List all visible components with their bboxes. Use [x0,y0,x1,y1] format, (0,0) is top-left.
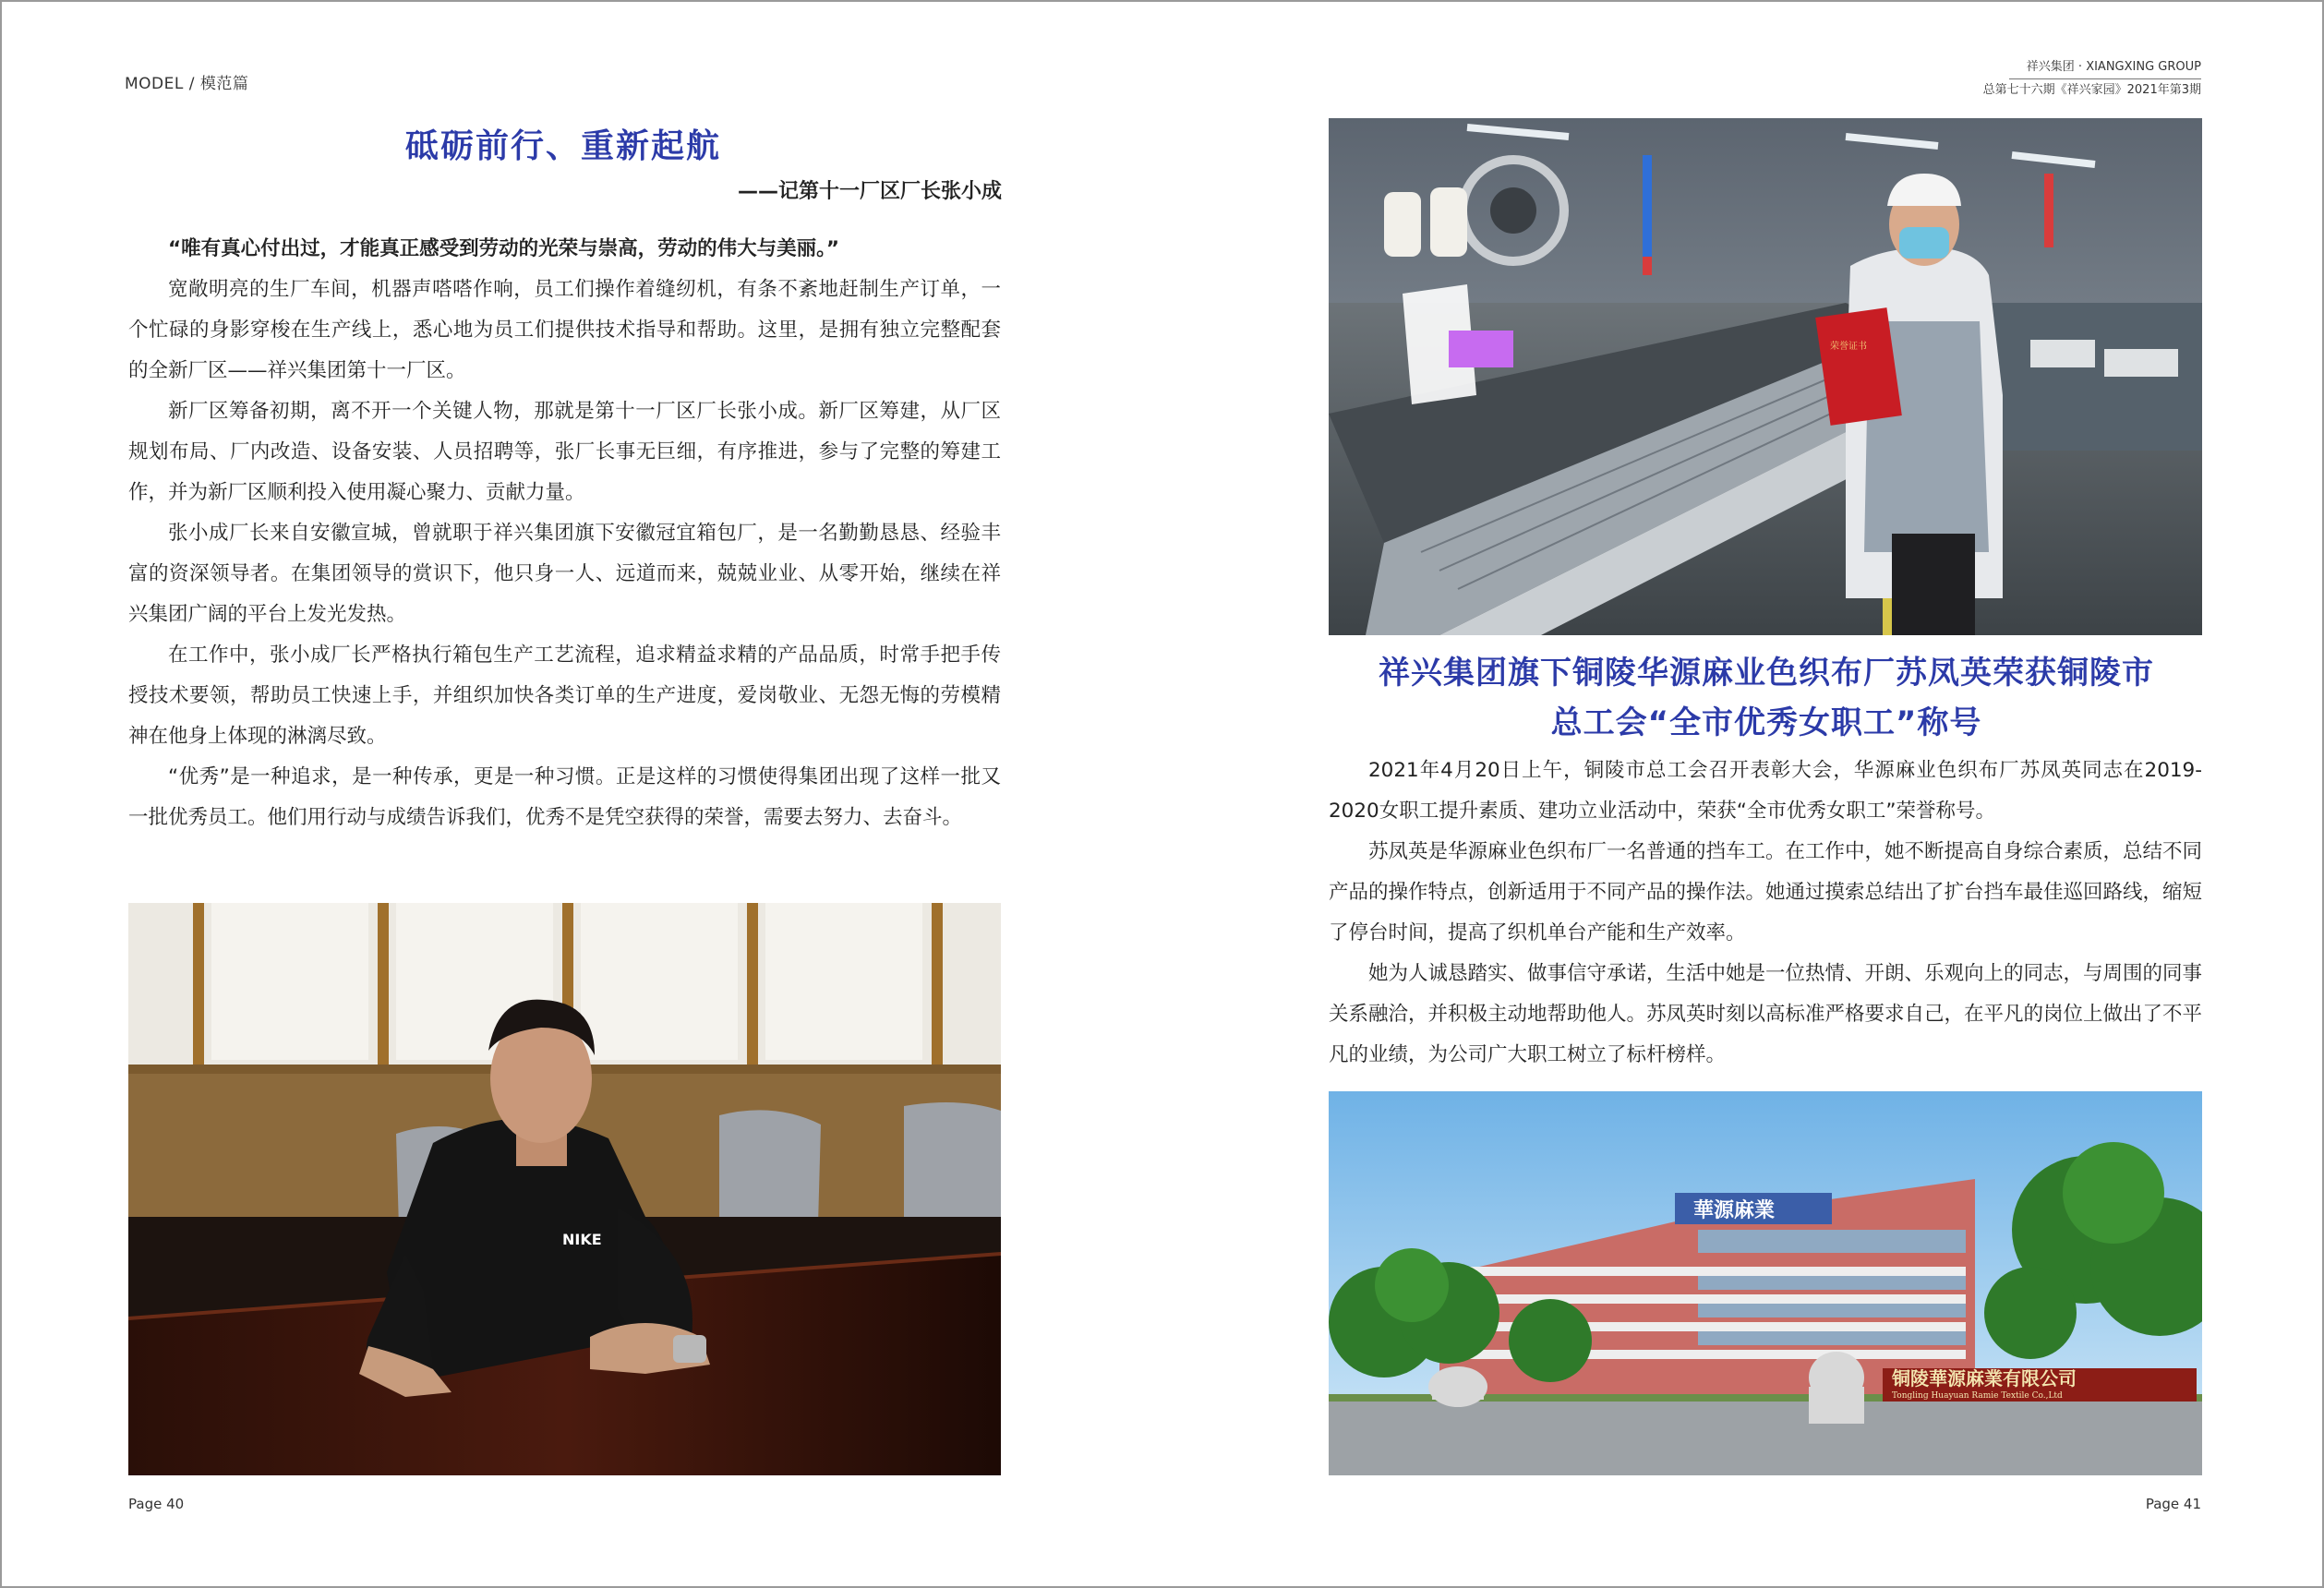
company-sign-en: Tongling Huayuan Ramie Textile Co.,Ltd [1892,1391,2063,1401]
article-body [128,229,1001,838]
article-paragraph: 新厂区筹备初期，离不开一个关键人物，那就是第十一厂区厂长张小成。新厂区筹建，从厂区规划布局、厂内改造、设备安装、人员招聘等，张厂长事无巨细，有序推进，参与了完整的筹建工作，并为新厂区顺利投入使用凝心聚力、贡献力量。 [128,400,1001,504]
section-label: MODEL / 模范篇 [125,75,249,93]
article-paragraph: 宽敞明亮的生厂车间，机器声嗒嗒作响，员工们操作着缝纫机，有条不紊地赶制生产订单，一个忙碌的身影穿梭在生产线上，悉心地为员工们提供技术指导和帮助。这里，是拥有独立完整配套的全新厂区——祥兴集团第十一厂区。 [128,278,1001,382]
article-subtitle: ——记第十一厂区厂长张小成 [737,180,1002,203]
building-sign: 華源麻業 [1693,1199,1776,1222]
header-rule [2009,78,2201,79]
brand-label: 祥兴集团 · XIANGXING GROUP [2026,60,2201,74]
issue-label: 总第七十六期《祥兴家园》2021年第3期 [1982,83,2201,97]
news-paragraph: 2021年4月20日上午，铜陵市总工会召开表彰大会，华源麻业色织布厂苏凤英同志在2019-2020女职工提升素质、建功立业活动中，荣获“全市优秀女职工”荣誉称号。 [1329,759,2202,823]
article-quote: “唯有真心付出过，才能真正感受到劳动的光荣与崇高，劳动的伟大与美丽。” [168,237,840,260]
company-building-photo [1329,1091,2202,1475]
article-paragraph: “优秀”是一种追求，是一种传承，更是一种习惯。正是这样的习惯使得集团出现了这样一批又一批优秀员工。他们用行动与成绩告诉我们，优秀不是凭空获得的荣誉，需要去努力、去奋斗。 [128,765,1001,829]
news-paragraph: 她为人诚恳踏实、做事信守承诺，生活中她是一位热情、开朗、乐观向上的同志，与周围的同事关系融洽，并积极主动地帮助他人。苏凤英时刻以高标准严格要求自己，在平凡的岗位上做出了不平凡的业绩，为公司广大职工树立了标杆榜样。 [1329,962,2203,1066]
article-title: 砥砺前行、重新起航 [404,127,721,165]
page-number: Page 40 [128,1496,185,1512]
news-body [1329,751,2202,1076]
article-paragraph: 在工作中，张小成厂长严格执行箱包生产工艺流程，追求精益求精的产品品质，时常手把手传授技术要领，帮助员工快速上手，并组织加快各类订单的生产进度，爱岗敬业、无怨无悔的劳模精神在他身上体现的淋漓尽致。 [128,644,1001,748]
page-header [1813,57,2201,101]
news-title-line1: 祥兴集团旗下铜陵华源麻业色织布厂苏凤英荣获铜陵市 [1379,655,2154,692]
news-paragraph: 苏凤英是华源麻业色织布厂一名普通的挡车工。在工作中，她不断提高自身综合素质，总结不同产品的操作特点，创新适用于不同产品的操作法。她通过摸索总结出了扩台挡车最佳巡回路线，缩短了停台时间，提高了织机单台产能和生产效率。 [1329,840,2203,944]
certificate-text: 荣誉证书 [1830,342,1867,352]
company-sign: 铜陵華源麻業有限公司 [1892,1367,2077,1390]
article-paragraph: 张小成厂长来自安徽宣城，曾就职于祥兴集团旗下安徽冠宜箱包厂，是一名勤勤恳恳、经验丰富的资深领导者。在集团领导的赏识下，他只身一人、远道而来，兢兢业业、从零开始，继续在祥兴集团广阔的平台上发光发热。 [128,522,1001,626]
news-title [1324,648,2209,748]
weaving-workshop-photo [1329,118,2202,635]
news-title-line2: 总工会“全市优秀女职工”称号 [1550,704,1982,741]
page-number: Page 41 [2145,1496,2201,1512]
shirt-logo: NIKE [562,1231,602,1248]
factory-manager-photo [128,903,1001,1475]
